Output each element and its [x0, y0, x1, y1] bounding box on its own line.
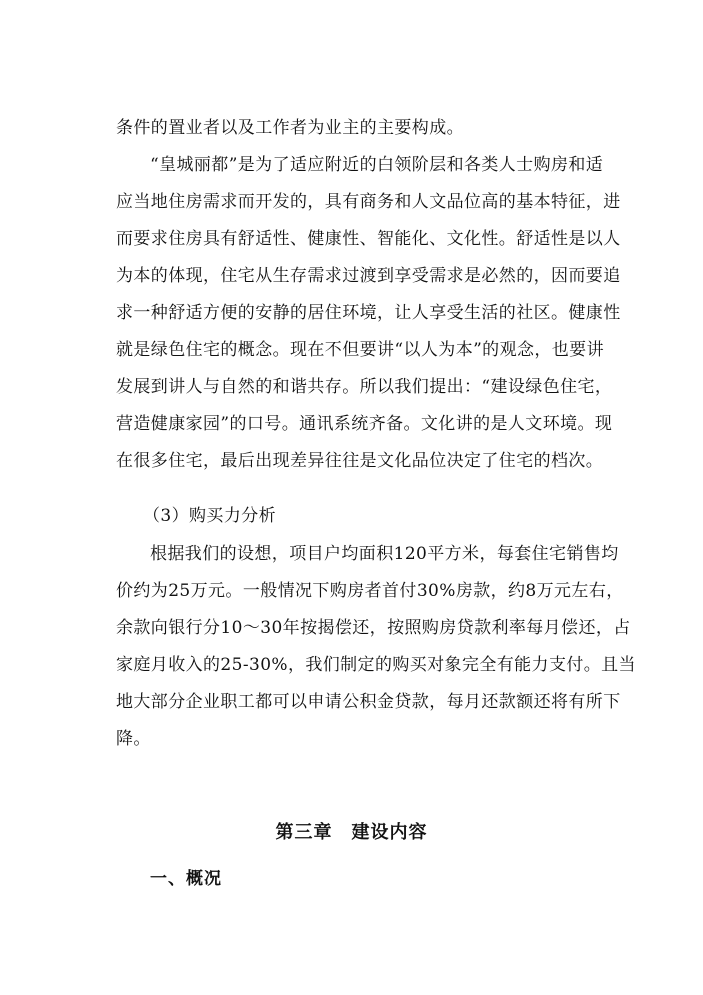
paragraph2-line-3: 余款向银行分10～30年按揭偿还，按照购房贷款利率每月偿还，占 — [116, 618, 631, 638]
paragraph1-line-2: 应当地住房需求而开发的，具有商务和人文品位高的基本特征，进 — [116, 192, 621, 212]
chapter-title: 第三章 建设内容 — [275, 822, 428, 843]
paragraph2-line-2: 价约为25万元。一般情况下购房者首付30%房款，约8万元左右， — [116, 581, 624, 601]
paragraph1-line-8: 营造健康家园”的口号。通讯系统齐备。文化讲的是人文环境。现 — [116, 414, 613, 434]
paragraph1-line-7: 发展到讲人与自然的和谐共存。所以我们提出：“建设绿色住宅， — [116, 377, 613, 397]
paragraph2-line-6: 降。 — [116, 729, 151, 749]
subheading-purchasing-power: （3）购买力分析 — [143, 506, 277, 526]
paragraph1-line-6: 就是绿色住宅的概念。现在不但要讲“以人为本”的观念，也要讲 — [116, 340, 604, 360]
paragraph1-line-5: 求一种舒适方便的安静的居住环境，让人享受生活的社区。健康性 — [116, 303, 621, 323]
paragraph1-line-3: 而要求住房具有舒适性、健康性、智能化、文化性。舒适性是以人 — [116, 229, 621, 249]
section-title: 一、概况 — [150, 869, 222, 889]
paragraph2-line-4: 家庭月收入的25-30%，我们制定的购买对象完全有能力支付。且当 — [116, 655, 636, 675]
paragraph1-line-4: 为本的体现，住宅从生存需求过渡到享受需求是必然的，因而要追 — [116, 266, 621, 286]
intro-line: 条件的置业者以及工作者为业主的主要构成。 — [116, 118, 464, 138]
paragraph1-line-9: 在很多住宅，最后出现差异往往是文化品位决定了住宅的档次。 — [116, 451, 604, 471]
paragraph1-line-1: “皇城丽都”是为了适应附近的白领阶层和各类人士购房和适 — [150, 155, 604, 175]
paragraph2-line-1: 根据我们的设想，项目户均面积120平方米，每套住宅销售均 — [150, 544, 619, 564]
paragraph2-line-5: 地大部分企业职工都可以申请公积金贷款，每月还款额还将有所下 — [116, 692, 621, 712]
